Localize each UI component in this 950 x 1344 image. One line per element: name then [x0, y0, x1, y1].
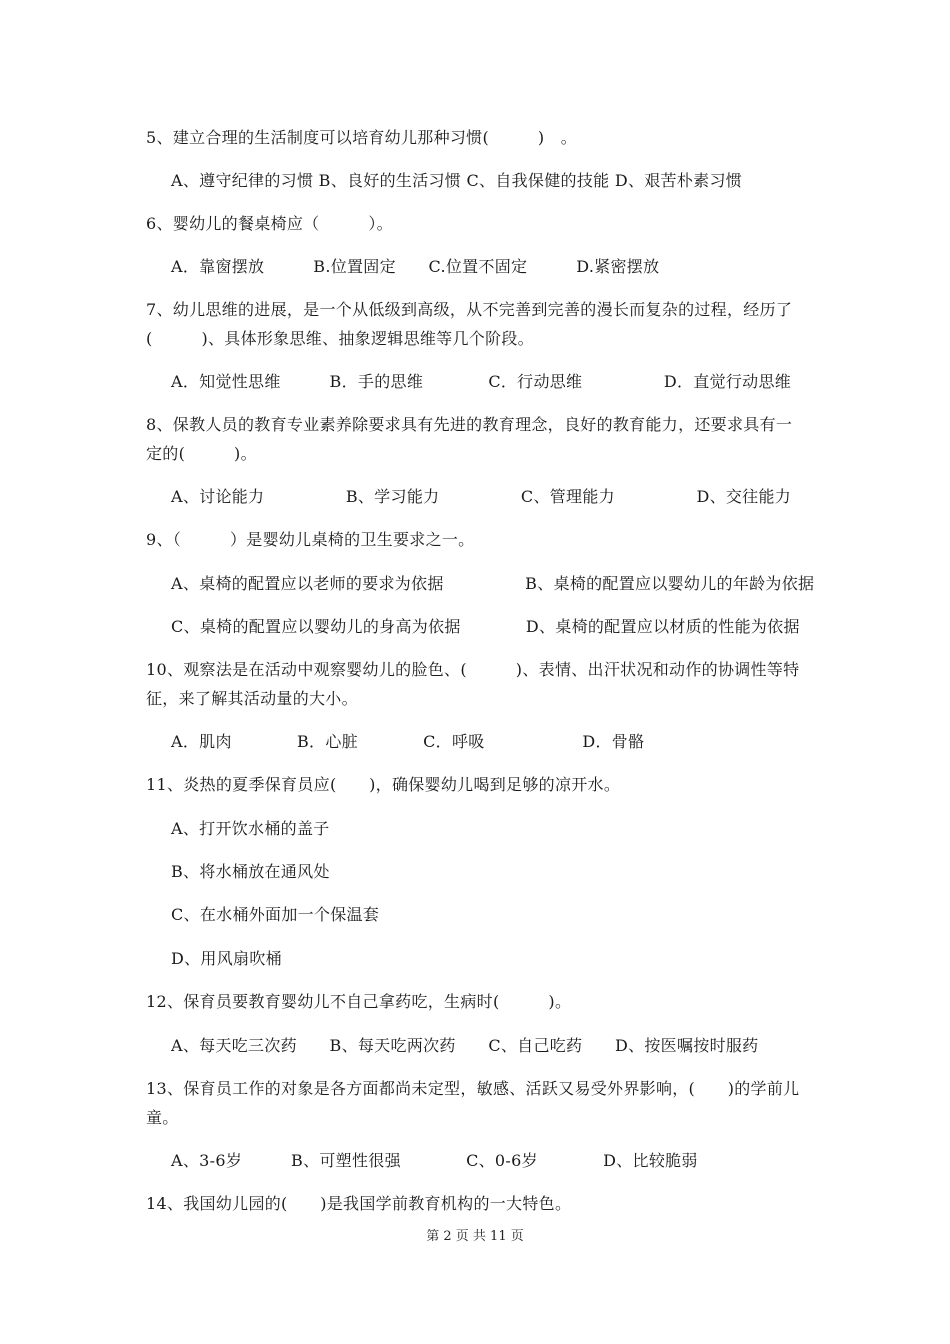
question-13-stem-line-2: 童。 — [146, 1108, 179, 1127]
question-13-stem-line-1: 13、保育员工作的对象是各方面都尚未定型，敏感、活跃又易受外界影响，( )的学前儿 — [146, 1079, 800, 1098]
question-11-option-a: A、打开饮水桶的盖子 — [171, 819, 330, 838]
question-11-option-d: D、用风扇吹桶 — [171, 949, 282, 968]
question-11-option-c: C、在水桶外面加一个保温套 — [171, 905, 380, 924]
question-11-stem: 11、炎热的夏季保育员应( )，确保婴幼儿喝到足够的凉开水。 — [146, 775, 621, 794]
question-10-stem-line-1: 10、观察法是在活动中观察婴幼儿的脸色、( )、表情、出汗状况和动作的协调性等特 — [146, 660, 800, 679]
question-12-options: A、每天吃三次药 B、每天吃两次药 C、自己吃药 D、按医嘱按时服药 — [171, 1036, 759, 1055]
question-14-stem: 14、我国幼儿园的( )是我国学前教育机构的一大特色。 — [146, 1194, 572, 1213]
question-9-stem: 9、（ ）是婴幼儿桌椅的卫生要求之一。 — [146, 530, 475, 549]
page-number-footer: 第 2 页 共 11 页 — [426, 1229, 524, 1244]
question-12-stem: 12、保育员要教育婴幼儿不自己拿药吃，生病时( )。 — [146, 992, 572, 1011]
question-6-stem: 6、婴幼儿的餐桌椅应（ ）。 — [146, 214, 393, 233]
question-9-options-line-2: C、桌椅的配置应以婴幼儿的身高为依据 D、桌椅的配置应以材质的性能为依据 — [171, 617, 800, 636]
question-11-option-b: B、将水桶放在通风处 — [171, 862, 330, 881]
question-10-stem-line-2: 征，来了解其活动量的大小。 — [146, 689, 358, 708]
question-8-stem-line-1: 8、保教人员的教育专业素养除要求具有先进的教育理念，良好的教育能力，还要求具有一 — [146, 415, 793, 434]
question-7-options: A．知觉性思维 B．手的思维 C．行动思维 D．直觉行动思维 — [171, 372, 792, 391]
question-6-options: A．靠窗摆放 B.位置固定 C.位置不固定 D.紧密摆放 — [171, 257, 660, 276]
question-10-options: A．肌肉 B．心脏 C．呼吸 D．骨骼 — [171, 732, 645, 751]
question-9-options-line-1: A、桌椅的配置应以老师的要求为依据 B、桌椅的配置应以婴幼儿的年龄为依据 — [171, 574, 815, 593]
question-8-stem-line-2: 定的( )。 — [146, 444, 257, 463]
question-7-stem-line-1: 7、幼儿思维的进展，是一个从低级到高级，从不完善到完善的漫长而复杂的过程，经历了 — [146, 300, 793, 319]
question-5-options: A、遵守纪律的习惯 B、良好的生活习惯 C、自我保健的技能 D、艰苦朴素习惯 — [171, 171, 743, 190]
question-5-stem: 5、建立合理的生活制度可以培育幼儿那种习惯( ) 。 — [146, 128, 578, 147]
question-8-options: A、讨论能力 B、学习能力 C、管理能力 D、交往能力 — [171, 487, 792, 506]
question-13-options: A、3-6岁 B、可塑性很强 C、0-6岁 D、比较脆弱 — [171, 1151, 698, 1170]
question-7-stem-line-2: ( )、具体形象思维、抽象逻辑思维等几个阶段。 — [146, 329, 534, 348]
